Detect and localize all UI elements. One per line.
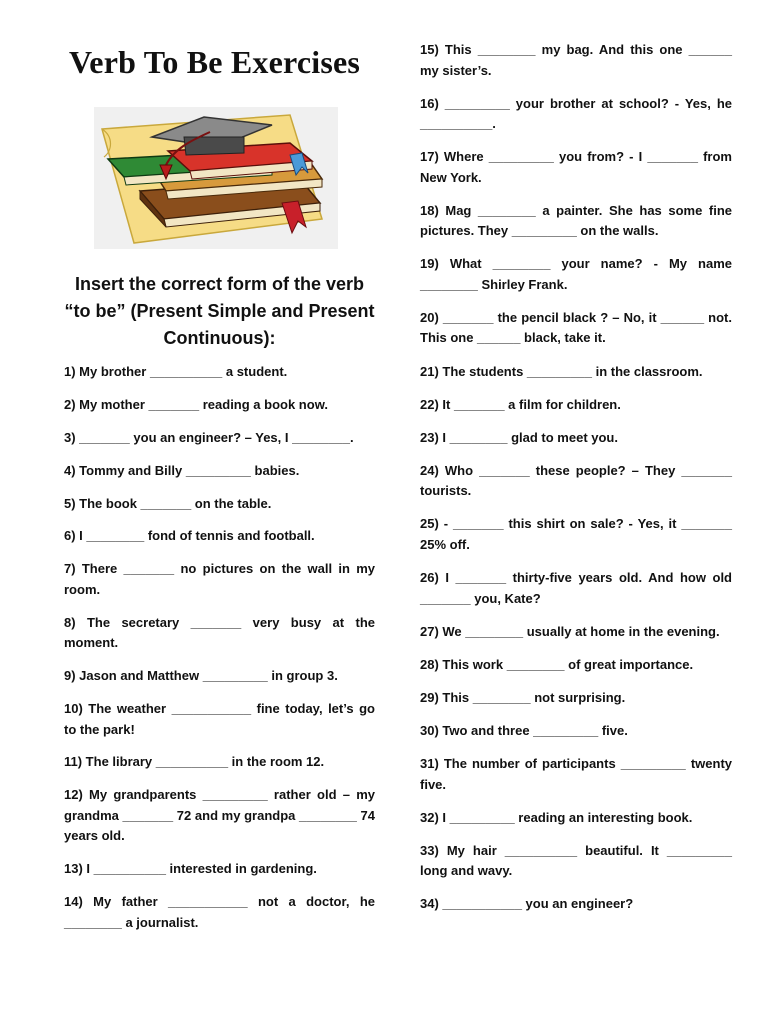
exercise-item: 18) Mag ________ a painter. She has some fine pictures. They _________ on the walls. bbox=[420, 202, 732, 239]
exercise-item: 23) I ________ glad to meet you. bbox=[420, 429, 618, 445]
exercise-item: 5) The book _______ on the table. bbox=[64, 495, 272, 511]
exercise-item: 28) This work ________ of great importance. bbox=[420, 656, 694, 672]
exercise-item: 12) My grandparents _________ rather old – my grandma _______ 72 and my grandpa ________ 74 years old. bbox=[64, 787, 375, 844]
exercise-item: 9) Jason and Matthew _________ in group 3. bbox=[64, 668, 338, 684]
exercise-item: 6) I ________ fond of tennis and football. bbox=[64, 528, 315, 544]
page-title: Verb To Be Exercises bbox=[68, 44, 361, 80]
exercise-item: 30) Two and three _________ five. bbox=[420, 722, 628, 738]
instruction-heading: Insert the correct form of the verb “to be” (Present Simple and Present Continuous): bbox=[64, 274, 375, 348]
exercise-item: 26) I _______ thirty-five years old. And how old _______ you, Kate? bbox=[420, 570, 732, 606]
exercise-item: 17) Where _________ you from? - I _______ from New York. bbox=[420, 149, 732, 185]
left-column bbox=[64, 40, 375, 945]
left-exercise-list bbox=[64, 362, 375, 933]
exercise-item: 10) The weather ___________ fine today, let’s go to the park! bbox=[64, 701, 375, 737]
exercise-item: 27) We ________ usually at home in the evening. bbox=[420, 623, 720, 639]
exercise-item: 14) My father ___________ not a doctor, he ________ a journalist. bbox=[64, 894, 375, 930]
exercise-item: 19) What ________ your name? - My name ________ Shirley Frank. bbox=[420, 256, 732, 292]
exercise-item: 32) I _________ reading an interesting book. bbox=[420, 809, 693, 825]
exercise-item: 16) _________ your brother at school? - Yes, he __________. bbox=[420, 95, 732, 132]
exercise-item: 21) The students _________ in the classroom. bbox=[420, 363, 703, 379]
exercise-item: 25) - _______ this shirt on sale? - Yes, it _______ 25% off. bbox=[420, 516, 732, 552]
exercise-item: 3) _______ you an engineer? – Yes, I ________. bbox=[64, 429, 354, 445]
exercise-item: 31) The number of participants _________ twenty five. bbox=[420, 756, 732, 792]
exercise-item: 11) The library __________ in the room 12. bbox=[64, 754, 325, 770]
exercise-item: 2) My mother _______ reading a book now. bbox=[64, 396, 328, 412]
exercise-item: 15) This ________ my bag. And this one ______ my sister’s. bbox=[420, 42, 732, 78]
exercise-item: 33) My hair __________ beautiful. It _________ long and wavy. bbox=[420, 842, 732, 879]
exercise-item: 24) Who _______ these people? – They _______ tourists. bbox=[420, 462, 732, 499]
exercise-item: 13) I __________ interested in gardening. bbox=[64, 861, 317, 877]
exercise-item: 29) This ________ not surprising. bbox=[420, 689, 626, 705]
exercise-item: 8) The secretary _______ very busy at the moment. bbox=[64, 614, 375, 651]
exercise-item: 20) _______ the pencil black ? – No, it ______ not. This one ______ black, take it. bbox=[420, 309, 732, 346]
right-column bbox=[420, 40, 732, 927]
exercise-item: 22) It _______ a film for children. bbox=[420, 396, 621, 412]
right-exercise-list bbox=[420, 40, 732, 915]
exercise-item: 7) There _______ no pictures on the wall in my room. bbox=[64, 561, 375, 597]
exercise-item: 34) ___________ you an engineer? bbox=[420, 896, 634, 912]
exercise-item: 1) My brother __________ a student. bbox=[64, 364, 288, 379]
books-with-graduation-cap-icon bbox=[94, 107, 338, 249]
exercise-item: 4) Tommy and Billy _________ babies. bbox=[64, 462, 300, 478]
